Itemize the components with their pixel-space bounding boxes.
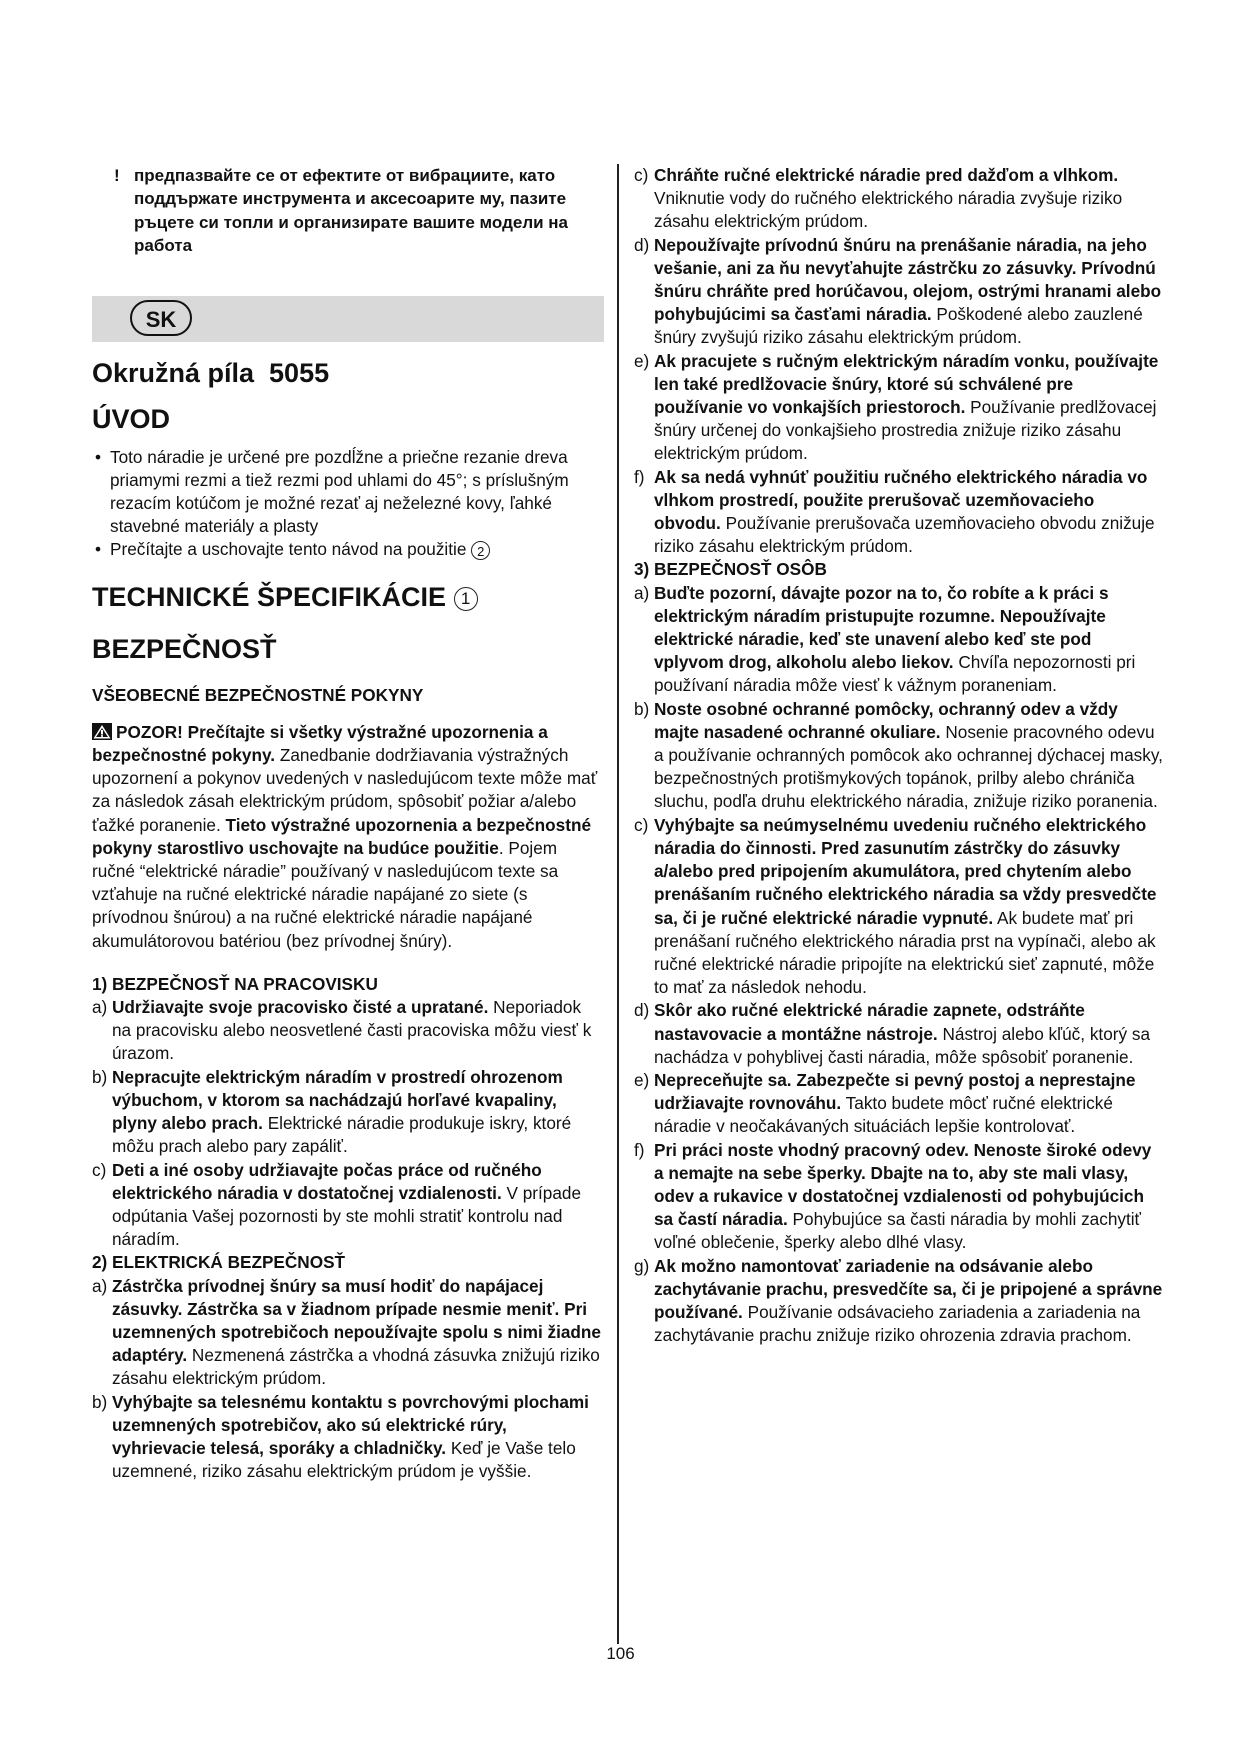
personal-safety-heading: 3) BEZPEČNOSŤ OSÔB [634,559,827,580]
warning-text-2: . Pojem ručné “elektrické náradie” používaný v nasledujúcom texte sa vzťahuje na ručné elektrické náradie napájané zo siete (s prívodnou šnúrou) a na ručné elektrické náradie napájané akumulátorovou batériou (bez prívodnej šnúry). [92,837,559,951]
personal-item-g [634,1255,1164,1348]
product-title: Okružná píla 5055 [92,357,330,388]
item-bold: Nepoužívajte prívodnú šnúru na prenášanie náradia, na jeho vešanie, ani za ňu nevyťahujte zástrčku zo zásuvky. Prívodnú šnúru chráňte pred horúčavou, olejom, ostrými hranami alebo pohybujúcimi sa časťami náradia. [654,234,1162,325]
item-text: Elektrické náradie produkuje iskry, ktoré môžu prach alebo pary zapáliť. [112,1113,572,1157]
electrical-item-a [92,1275,604,1391]
intro-heading: ÚVOD [92,403,171,434]
item-label: b) [92,1391,108,1412]
left-column [92,164,604,1483]
language-badge: SK [130,300,192,336]
item-bold: Nepracujte elektrickým náradím v prostredí ohrozenom výbuchom, v ktorom sa nachádzajú horľavé kvapaliny, plyny alebo prach. [112,1066,563,1134]
figure-ref-1: 1 [454,587,478,611]
personal-item-d [634,999,1164,1069]
item-text: Nosenie pracovného odevu a používanie ochranných pomôcok ako ochrannej dýchacej masky, bezpečnostných protišmykových topánok, prilby alebo chrániča sluchu, podľa druhu elektrického náradia, znižuje riziko poranenia. [654,721,1163,812]
item-label: a) [634,582,650,603]
item-label: e) [634,350,650,371]
item-label: b) [92,1066,108,1087]
item-bold: Vyhýbajte sa neúmyselnému uvedeniu ručného elektrického náradia do činnosti. Pred zasunutím zástrčky do zásuvky a/alebo pred pripojením akumulátora, pred chytením alebo prenášaním ručného elektrického náradia sa vždy presvedčte sa, či je ručné elektrické náradie vypnuté. [654,814,1157,928]
intro-bullets [92,446,604,562]
tech-spec-heading-text: TECHNICKÉ ŠPECIFIKÁCIE [92,581,447,612]
item-bold: Udržiavajte svoje pracovisko čisté a upratané. [112,997,489,1018]
work-area-item-c [92,1159,604,1252]
figure-ref-2: 2 [471,541,490,560]
warning-paragraph [92,721,604,953]
item-text: Vniknutie vody do ručného elektrického náradia zvyšuje riziko zásahu elektrickým prúdom. [654,188,1123,232]
item-bold: Ak pracujete s ručným elektrickým náradím vonku, používajte len také predlžovacie šnúry, ktoré sú schválené pre používanie vo vonkajších priestoroch. [654,350,1159,418]
item-label: d) [634,1000,650,1021]
electrical-item-c [634,164,1164,234]
item-text: Poškodené alebo zauzlené šnúry zvyšujú riziko zásahu elektrickým prúdom. [654,304,1143,348]
item-label: e) [634,1069,650,1090]
electrical-item-e [634,350,1164,466]
personal-item-a [634,582,1164,698]
work-area-item-a [92,996,604,1066]
item-bold: Zástrčka prívodnej šnúry sa musí hodiť do napájacej zásuvky. Zástrčka sa v žiadnom prípade nesmie meniť. Pri uzemnených spotrebičoch nepoužívajte spolu s nimi žiadne adaptéry. [112,1275,601,1366]
electrical-item-d [634,234,1164,350]
electrical-item-f [634,466,1164,559]
warning-triangle-icon [92,723,112,740]
item-text: Neporiadok na pracovisku alebo neosvetlené časti pracoviska môžu viesť k úrazom. [112,997,592,1064]
item-text: Keď je Vaše telo uzemnené, riziko zásahu elektrickým prúdom je vyššie. [112,1437,576,1482]
item-bold: Deti a iné osoby udržiavajte počas práce od ručného elektrického náradia v dostatočnej vzdialenosti. [112,1159,542,1203]
item-label: c) [92,1159,107,1180]
item-label: a) [92,997,108,1018]
warning-text-1: Zanedbanie dodržiavania výstražných upozornení a pokynov uvedených v nasledujúcom texte môže mať za následok zásah elektrickým prúdom, spôsobiť požiar a/alebo ťažké poranenie. [92,745,598,835]
personal-item-c [634,814,1164,1000]
general-safety-heading: VŠEOBECNÉ BEZPEČNOSTNÉ POKYNY [92,684,424,705]
item-text: Pohybujúce sa časti náradia by mohli zachytiť voľné oblečenie, šperky alebo dlhé vlasy. [654,1209,1142,1253]
personal-item-e [634,1069,1164,1139]
item-bold: Chráňte ručné elektrické náradie pred dažďom a vlhkom. [654,165,1119,185]
intro-bullet-2 [92,538,604,561]
item-text: Ak budete mať pri prenášaní ručného elektrického náradia prst na vypínači, alebo ak ručné elektrické náradie pripojíte na elektrickú sieť zapnuté, môže to mať za následok nehodu. [654,907,1156,998]
item-label: b) [634,698,650,719]
item-text: Používanie prerušovača uzemňovacieho obvodu znižuje riziko zásahu elektrickým prúdom. [654,513,1155,557]
item-bold: Vyhýbajte sa telesnému kontaktu s povrchovými plochami uzemnených spotrebičov, ako sú elektrické rúry, vyhrievacie telesá, sporáky a chladničky. [112,1391,589,1458]
item-text: V prípade odpútania Vašej pozornosti by ste mohli stratiť kontrolu nad náradím. [112,1182,582,1250]
language-bar [92,296,604,342]
page-number: 106 [606,1644,635,1663]
item-bold: Nepreceňujte sa. Zabezpečte si pevný postoj a neprestajne udržiavajte rovnováhu. [654,1069,1136,1114]
personal-item-f [634,1139,1164,1255]
electrical-safety-heading: 2) ELEKTRICKÁ BEZPEČNOSŤ [92,1252,346,1273]
work-area-safety-heading: 1) BEZPEČNOSŤ NA PRACOVISKU [92,973,378,994]
right-column [634,164,1164,1347]
item-bold: Noste osobné ochranné pomôcky, ochranný odev a vždy majte nasadené ochranné okuliare. [654,698,1118,742]
item-label: a) [92,1275,108,1296]
item-label: f) [634,466,645,487]
item-bold: Buďte pozorní, dávajte pozor na to, čo robíte a k práci s elektrickým náradím pristupujte rozumne. Nepoužívajte elektrické náradie, keď ste unavení alebo keď ste pod vplyvom drog, alkoholu alebo liekov. [654,582,1109,673]
exclamation-mark: ! [114,166,120,185]
bullet-dot: • [95,539,102,560]
item-label: d) [634,234,650,255]
intro-bullet-1 [92,446,604,539]
intro-bullet-text: Toto náradie je určené pre pozdĺžne a priečne rezanie dreva priamymi rezmi a tiež rezmi pod uhlami do 45°; s príslušným rezacím kotúčom je možné rezať aj neželezné kovy, ľahké stavebné materiály a plasty [110,446,569,537]
item-bold: Ak možno namontovať zariadenie na odsávanie alebo zachytávanie prachu, presvedčíte sa, či je pripojené a správne používané. [654,1255,1163,1322]
item-label: c) [634,165,649,185]
safety-heading: BEZPEČNOSŤ [92,633,277,664]
item-label: c) [634,814,649,835]
item-label: g) [634,1255,650,1276]
item-text: Nástroj alebo kľúč, ktorý sa nachádza v pohyblivej časti náradia, môže spôsobiť poranenie. [654,1023,1151,1067]
item-bold: Skôr ako ručné elektrické náradie zapnete, odstráňte nastavovacie a montážne nástroje. [654,1000,1085,1044]
bulgarian-note-text: предпазвайте се от ефектите от вибрациите, като поддържате инструмента и аксесоарите му, пазите ръцете си топли и организирате вашите модели на работа [134,166,569,256]
warning-bold-1: POZOR! Prečítajte si všetky výstražné upozornenia a bezpečnostné pokyny. [92,721,548,766]
personal-item-b [634,698,1164,814]
item-text: Chvíľa nepozornosti pri používaní náradia môže viesť k vážnym poraneniam. [654,652,1136,696]
bulgarian-vibration-note [92,164,604,258]
item-text: Takto budete môcť ručné elektrické náradie v neočakávaných situáciách lepšie kontrolovať. [654,1093,1113,1137]
item-label: f) [634,1139,645,1160]
item-bold: Ak sa nedá vyhnúť použitiu ručného elektrického náradia vo vlhkom prostredí, použite prerušovač uzemňovacieho obvodu. [654,466,1148,534]
work-area-item-b [92,1066,604,1159]
warning-bold-2: Tieto výstražné upozornenia a bezpečnostné pokyny starostlivo uschovajte na budúce použitie [92,814,592,858]
item-text: Nezmenená zástrčka a vhodná zásuvka znižujú riziko zásahu elektrickým prúdom. [112,1345,600,1389]
item-text: Používanie predlžovacej šnúry určenej do vonkajšieho prostredia znižuje riziko zásahu elektrickým prúdom. [654,397,1157,464]
column-divider [617,164,619,1644]
electrical-item-b [92,1391,604,1484]
item-text: Používanie odsávacieho zariadenia a zariadenia na zachytávanie prachu znižuje riziko ohrozenia zdravia prachom. [654,1301,1141,1346]
item-bold: Pri práci noste vhodný pracovný odev. Nenoste široké odevy a nemajte na sebe šperky. Dbajte na to, aby ste mali vlasy, odev a rukavice v dostatočnej vzdialenosti od pohybujúcich sa častí náradia. [654,1139,1152,1230]
intro-bullet-text: Prečítajte a uschovajte tento návod na použitie [110,539,467,560]
tech-spec-heading [92,580,604,614]
bullet-dot: • [95,446,102,467]
